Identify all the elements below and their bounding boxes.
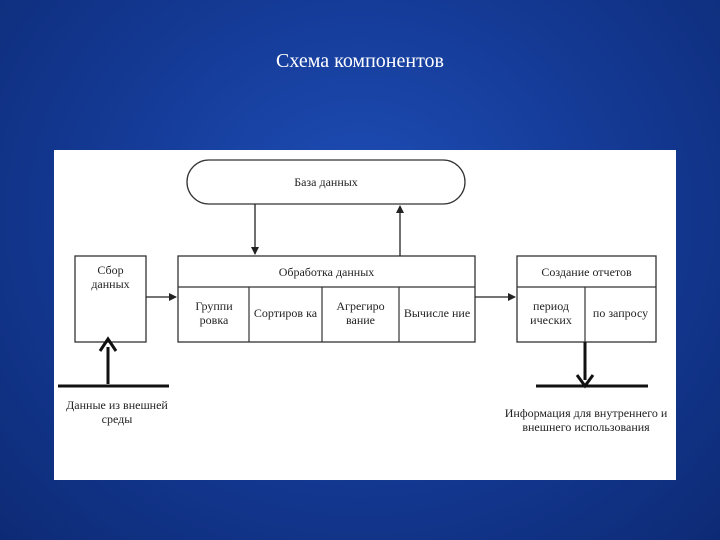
diagram-panel [54, 150, 676, 480]
collection-label: Сбор данных [91, 263, 130, 291]
processing-cell-calculation: Вычисле ние [403, 306, 471, 320]
slide-title: Схема компонентов [276, 50, 444, 72]
processing-title: Обработка данных [278, 265, 375, 279]
processing-cell-sorting: Сортиров ка [253, 306, 318, 320]
input-source-label: Данные из внешней среды [66, 398, 168, 426]
reports-cell-on-demand: по запросу [592, 306, 649, 320]
processing-cell-grouping: Группи ровка [195, 299, 233, 327]
output-target-label: Информация для внутреннего и внешнего использования [504, 406, 668, 434]
reports-cell-periodic: период ических [530, 299, 572, 327]
database-label: База данных [294, 175, 358, 189]
processing-cell-aggregation: Агрегиро вание [336, 299, 385, 327]
reports-title: Создание отчетов [541, 265, 632, 279]
